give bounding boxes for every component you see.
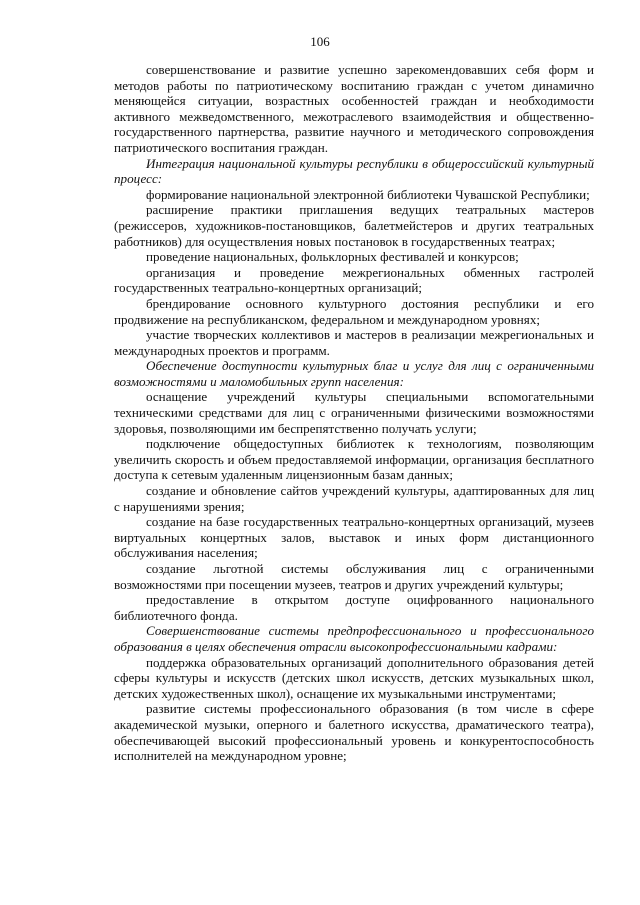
section-heading: Интеграция национальной культуры республики в общероссийский культурный процесс: xyxy=(114,155,594,187)
list-item: создание и обновление сайтов учреждений культуры, адаптированных для лиц с нарушениями зрения; xyxy=(114,483,594,514)
list-item: оснащение учреждений культуры специальными вспомогательными техническими средствами для лиц с ограниченными физическими возможностями здоровья, позволяющими им беспрепятственно получать услуги; xyxy=(114,389,594,436)
list-item: участие творческих коллективов и мастеров в реализации межрегиональных и международных проектов и программ. xyxy=(114,327,594,358)
page-number: 106 xyxy=(310,34,330,49)
list-item: брендирование основного культурного достояния республики и его продвижение на республиканском, федеральном и международном уровнях; xyxy=(114,295,594,327)
list-item: создание льготной системы обслуживания лиц с ограниченными возможностями при посещении музеев, театров и других учреждений культуры; xyxy=(114,561,594,592)
list-item: развитие системы профессионального образования (в том числе в сфере академической музыки, оперного и балетного искусства, драматического театра), обеспечивающей высокий профессиональный уровень и конкурентоспособность исполнителей на международном уровне; xyxy=(114,701,594,764)
list-item: проведение национальных, фольклорных фестивалей и конкурсов; xyxy=(146,249,519,265)
list-item: формирование национальной электронной библиотеки Чувашской Республики; xyxy=(146,186,590,202)
list-item: предоставление в открытом доступе оцифрованного национального библиотечного фонда. xyxy=(114,592,594,623)
document-body xyxy=(114,62,594,764)
section-heading: Совершенствование системы предпрофессионального и профессионального образования в целях обеспечения отрасли высокопрофессиональными кадрами: xyxy=(114,623,594,654)
list-item: подключение общедоступных библиотек к технологиям, позволяющим увеличить скорость и объем предоставляемой информации, организация бесплатного доступа к сетевым удаленным лицензионным базам данных; xyxy=(114,436,594,483)
list-item: создание на базе государственных театрально-концертных организаций, музеев виртуальных концертных залов, выставок и иных форм дистанционного обслуживания населения; xyxy=(114,514,594,561)
section-heading: Обеспечение доступности культурных благ и услуг для лиц с ограниченными возможностями и маломобильных групп населения: xyxy=(114,358,594,389)
list-item: расширение практики приглашения ведущих театральных мастеров (режиссеров, художников-постановщиков, балетмейстеров и других театральных работников) для осуществления новых постановок в государственных театрах; xyxy=(114,202,594,249)
list-item: поддержка образовательных организаций дополнительного образования детей сферы культуры и искусств (детских школ искусств, детских музыкальных школ, детских художественных школ), оснащение их музыкальными инструментами; xyxy=(114,654,594,701)
list-item: организация и проведение межрегиональных обменных гастролей государственных театрально-концертных организаций; xyxy=(114,264,594,296)
paragraph: совершенствование и развитие успешно зарекомендовавших себя форм и методов работы по патриотическому воспитанию граждан с учетом динамично меняющейся ситуации, возрастных особенностей граждан и необходимости активного межведомственного, межотраслевого взаимодействия и общественно-государственного партнерства, развитие научного и методического сопровождения патриотического воспитания граждан. xyxy=(114,62,594,155)
